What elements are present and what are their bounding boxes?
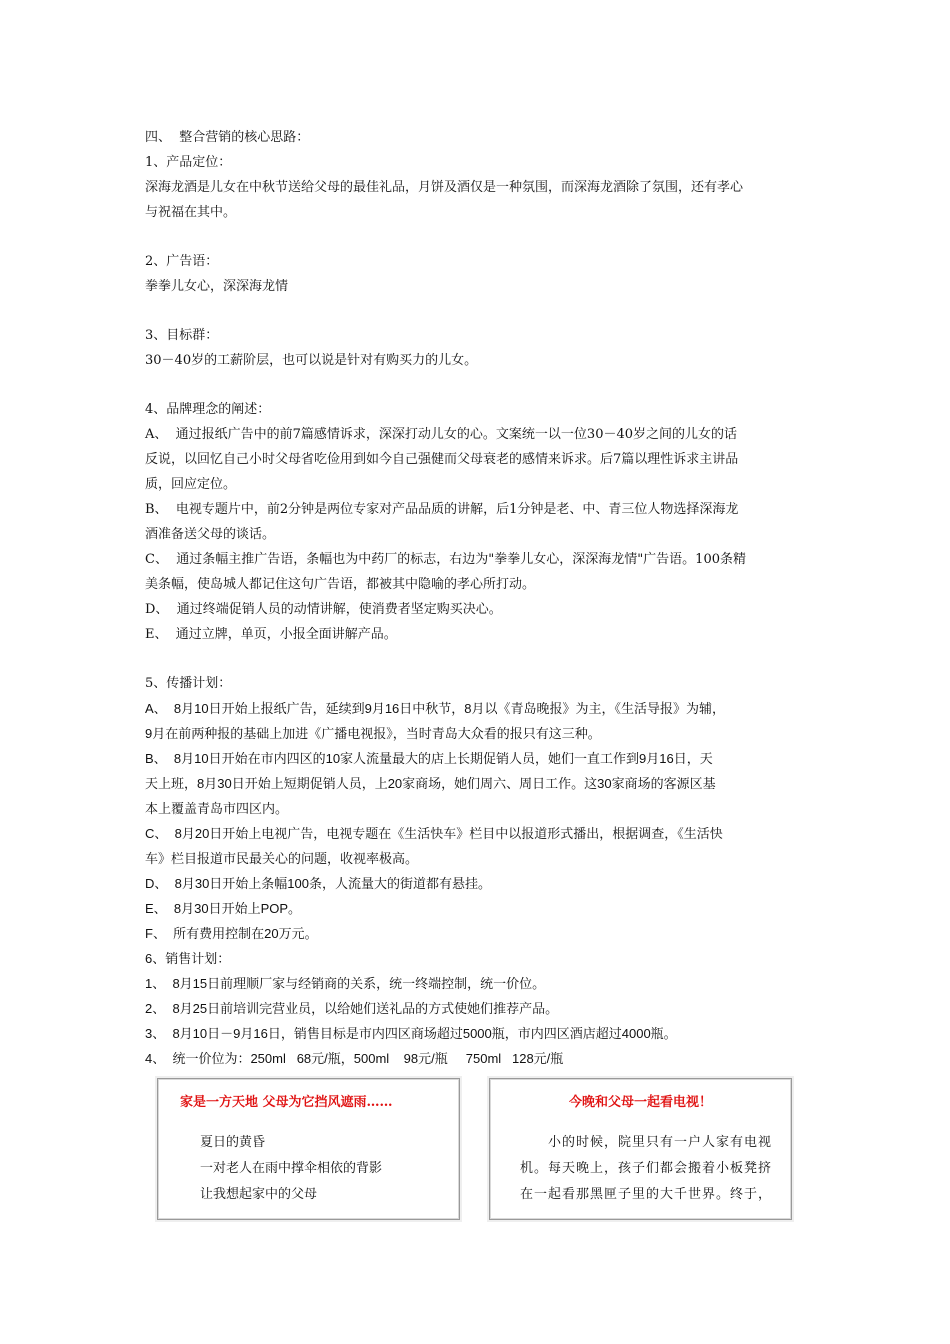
media-title: 5、传播计划： [145,676,232,691]
sales-line: 2、 8月25日前培训完营业员，以给她们送礼品的方式使她们推荐产品。 [145,1001,559,1016]
document-body [145,125,815,1071]
media-line: B、 8月10日开始在市内四区的10家人流量最大的店上长期促销人员，她们一直工作到9月16日，天 [145,751,713,766]
media-line: E、 8月30日开始上POP。 [145,901,302,916]
ad-right-title: 今晚和父母一起看电视！ [568,1095,712,1110]
ad-left-title: 家是一方天地 父母为它挡风遮雨…… [180,1095,393,1110]
media-line: F、 所有费用控制在20万元。 [145,926,318,941]
media-line: 9月在前两种报的基础上加进《广播电视报》，当时青岛大众看的报只有这三种。 [145,726,601,741]
slogan-text: 拳拳儿女心，深深海龙情 [145,279,289,294]
ad-left-poem [158,1130,459,1208]
brand-line: A、 通过报纸广告中的前7篇感情诉求，深深打动儿女的心。文案统一以一位30－40岁之间的儿女的话 [145,427,738,442]
brand-line: 酒准备送父母的谈话。 [145,527,276,542]
brand-line: B、 电视专题片中，前2分钟是两位专家对产品品质的讲解，后1分钟是老、中、青三位人物选择深海龙 [145,502,739,517]
media-line: A、 8月10日开始上报纸广告，延续到9月16日中秋节，8月以《青岛晚报》为主，《生活导报》为辅， [145,701,726,716]
sales-line: 4、 统一价位为：250ml 68元/瓶，500ml 98元/瓶 750ml 128元/瓶 [145,1051,564,1066]
brand-line: C、 通过条幅主推广告语，条幅也为中药厂的标志，右边为"拳拳儿女心，深深海龙情"广告语。100条精 [145,552,746,567]
slogan-title: 2、广告语： [145,254,219,269]
brand-line: E、 通过立牌，单页，小报全面讲解产品。 [145,627,397,642]
poem-line: 一对老人在雨中撑伞相依的背影 [200,1161,383,1176]
brand-line: 反说，以回忆自己小时父母省吃俭用到如今自己强健而父母衰老的感情来诉求。后7篇以理性诉求主讲品 [145,452,739,467]
media-line: 车》栏目报道市民最关心的问题，收视率极高。 [145,851,419,866]
media-line: 本上覆盖青岛市四区内。 [145,801,289,816]
target-text: 30－40岁的工薪阶层，也可以说是针对有购买力的儿女。 [145,353,478,368]
sales-line: 1、 8月15日前理顺厂家与经销商的关系，统一终端控制，统一价位。 [145,976,546,991]
media-line: 天上班，8月30日开始上短期促销人员，上20家商场，她们周六、周日工作。这30家商场的客源区基 [145,776,716,791]
brand-line: 质，回应定位。 [145,477,237,492]
sales-line: 3、 8月10日－9月16日，销售目标是市内四区商场超过5000瓶，市内四区酒店超过4000瓶。 [145,1026,677,1041]
brand-title: 4、品牌理念的阐述： [145,402,271,417]
target-title: 3、目标群： [145,328,219,343]
brand-line: 美条幅，使岛城人都记住这句广告语，都被其中隐喻的孝心所打动。 [145,577,536,592]
sales-title: 6、销售计划： [145,951,231,966]
poem-line: 夏日的黄昏 [200,1135,266,1150]
ad-box-left [157,1078,460,1220]
brand-line: D、 通过终端促销人员的动情讲解，使消费者坚定购买决心。 [145,602,502,617]
section-heading: 四、 整合营销的核心思路： [145,130,310,145]
poem-line: 让我想起家中的父母 [200,1187,318,1202]
media-line: C、 8月20日开始上电视广告，电视专题在《生活快车》栏目中以报道形式播出，根据调查，《生活快 [145,826,723,841]
positioning-line: 与祝福在其中。 [145,205,237,220]
positioning-line: 深海龙酒是儿女在中秋节送给父母的最佳礼品，月饼及酒仅是一种氛围，而深海龙酒除了氛围，还有孝心 [145,180,744,195]
positioning-title: 1、产品定位： [145,155,232,170]
media-line: D、 8月30日开始上条幅100条，人流量大的街道都有悬挂。 [145,876,491,891]
ad-box-right [489,1078,792,1220]
ad-right-text: 小的时候，院里只有一户人家有电视机。每天晚上，孩子们都会搬着小板凳挤在一起看那黑匣子里的大千世界。终于， [520,1135,773,1202]
